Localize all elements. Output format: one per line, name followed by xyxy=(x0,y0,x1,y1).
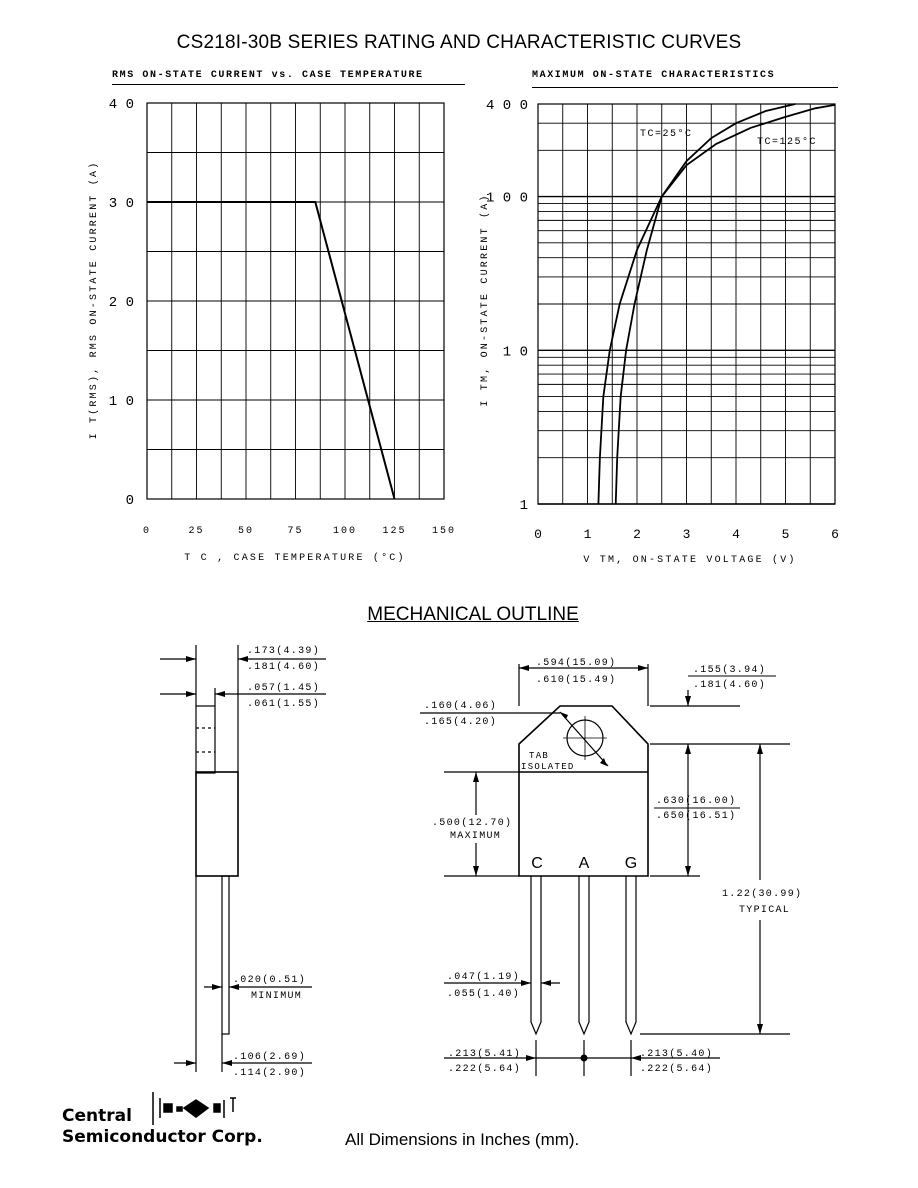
x-tick-label: 6 xyxy=(831,527,839,542)
x-tick-label: 4 xyxy=(732,527,740,542)
x-tick-label: 1 xyxy=(583,527,592,542)
series-label: TC=25°C xyxy=(640,129,693,140)
company-name-line2: Semiconductor Corp. xyxy=(62,1127,263,1147)
y-tick-label: 4 0 0 xyxy=(485,98,528,114)
front-dim-s3: .213(5.40) xyxy=(640,1049,714,1060)
front-dim-w2: .610(15.49) xyxy=(536,675,617,686)
pin-c-label: C xyxy=(531,855,543,872)
x-tick-label: 125 xyxy=(382,526,407,537)
side-dim-7: .106(2.69) xyxy=(233,1052,307,1063)
front-dim-l2: .055(1.40) xyxy=(447,989,521,1000)
y-axis-label: I TM, ON-STATE CURRENT (A) xyxy=(480,193,491,407)
front-dim-s2: .222(5.64) xyxy=(448,1064,522,1075)
side-dim-5: .020(0.51) xyxy=(233,975,307,986)
y-tick-label: 2 0 xyxy=(108,295,134,311)
dimensions-note: All Dimensions in Inches (mm). xyxy=(345,1130,580,1149)
x-tick-label: 100 xyxy=(332,526,358,537)
front-dim-o1: 1.22(30.99) xyxy=(722,889,803,900)
x-tick-label: 25 xyxy=(188,526,205,537)
front-dim-b2: MAXIMUM xyxy=(450,831,502,842)
side-dim-2: .181(4.60) xyxy=(247,662,321,673)
side-dim-6: MINIMUM xyxy=(251,991,303,1002)
front-dim-h2: .165(4.20) xyxy=(424,717,498,728)
tab-label-2: ISOLATED xyxy=(521,762,575,772)
front-dim-s1: .213(5.41) xyxy=(448,1049,522,1060)
chart2-title: MAXIMUM ON-STATE CHARACTERISTICS xyxy=(532,70,776,81)
tab-label-1: TAB xyxy=(529,751,550,761)
front-dim-t1: .155(3.94) xyxy=(693,665,767,676)
front-dim-h1: .160(4.06) xyxy=(424,701,498,712)
x-axis-label: V TM, ON-STATE VOLTAGE (V) xyxy=(583,555,797,566)
y-tick-label: 1 0 xyxy=(108,394,134,410)
front-dim-l1: .047(1.19) xyxy=(447,972,521,983)
pin-g-label: G xyxy=(624,855,638,872)
front-dim-t2: .181(4.60) xyxy=(693,680,767,691)
x-tick-label: 0 xyxy=(534,527,542,542)
side-dim-4: .061(1.55) xyxy=(247,699,321,710)
series-label: TC=125°C xyxy=(757,137,818,148)
y-tick-label: 3 0 xyxy=(108,196,134,212)
front-dim-s4: .222(5.64) xyxy=(640,1064,714,1075)
front-dim-h4: .650(16.51) xyxy=(656,811,737,822)
front-dim-o2: TYPICAL xyxy=(739,905,791,916)
x-tick-label: 0 xyxy=(142,526,152,537)
y-tick-label: 1 xyxy=(519,498,528,514)
x-tick-label: 150 xyxy=(431,526,457,537)
chart1-title: RMS ON-STATE CURRENT vs. CASE TEMPERATURE xyxy=(112,70,424,81)
side-dim-3: .057(1.45) xyxy=(247,683,321,694)
mechanical-outline-title: MECHANICAL OUTLINE xyxy=(367,604,579,625)
side-dim-8: .114(2.90) xyxy=(233,1068,307,1079)
page-title: CS218I-30B SERIES RATING AND CHARACTERISTIC CURVES xyxy=(176,32,742,53)
y-axis-label: I T(RMS), RMS ON-STATE CURRENT (A) xyxy=(89,160,100,440)
y-tick-label: 0 xyxy=(125,493,134,509)
x-tick-label: 3 xyxy=(682,527,691,542)
x-tick-label: 50 xyxy=(237,526,255,537)
x-tick-label: 5 xyxy=(781,527,790,542)
y-tick-label: 1 0 0 xyxy=(485,190,528,207)
front-dim-w1: .594(15.09) xyxy=(536,658,617,669)
pin-a-label: A xyxy=(578,855,590,872)
x-axis-label: T C , CASE TEMPERATURE (°C) xyxy=(184,553,406,564)
x-tick-label: 75 xyxy=(287,526,304,537)
x-tick-label: 2 xyxy=(633,527,641,542)
front-dim-b1: .500(12.70) xyxy=(432,818,513,829)
front-dim-h3: .630(16.00) xyxy=(656,796,737,807)
y-tick-label: 1 0 xyxy=(502,344,528,361)
company-name-line1: Central xyxy=(62,1106,132,1126)
company-logo-mark xyxy=(150,1092,245,1126)
side-dim-1: .173(4.39) xyxy=(247,646,321,657)
y-tick-label: 4 0 xyxy=(108,97,134,113)
